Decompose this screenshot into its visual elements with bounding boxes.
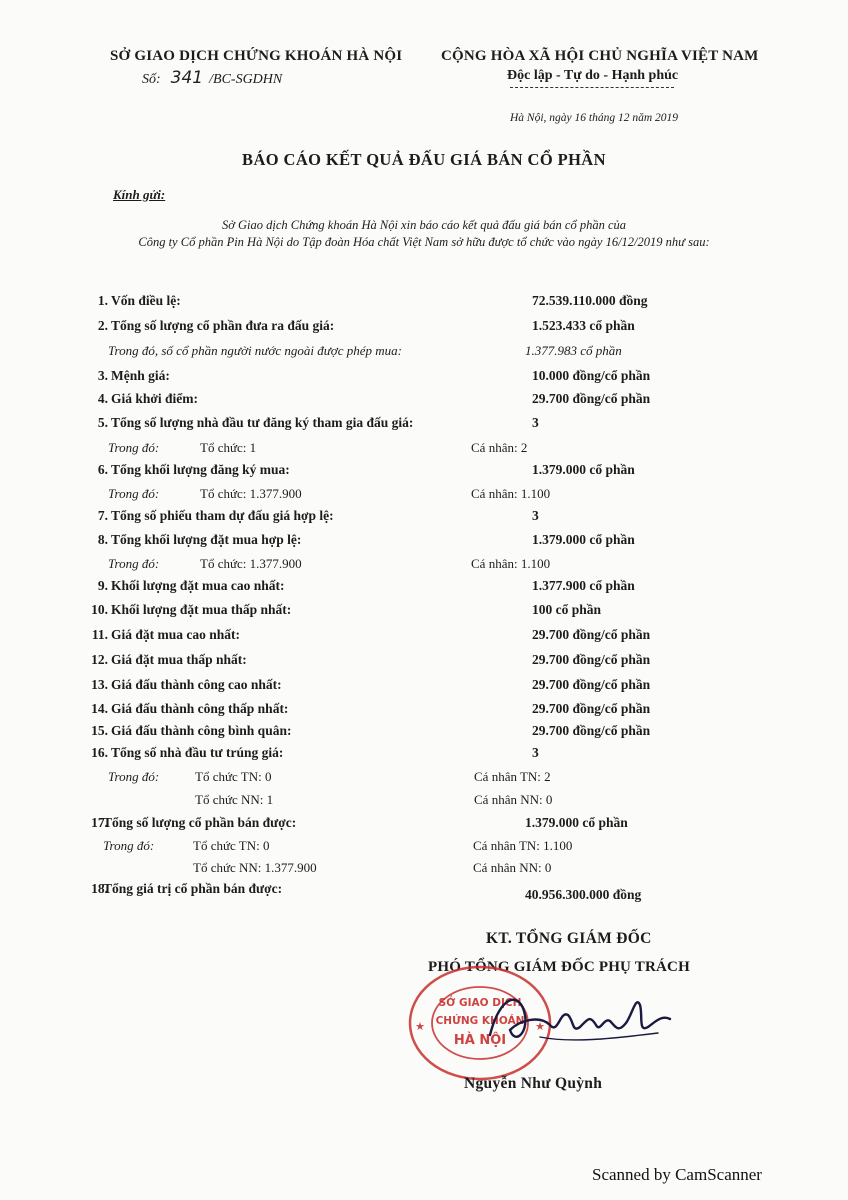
item-subrow bbox=[0, 486, 848, 506]
handwritten-signature bbox=[480, 975, 680, 1065]
item-number: 14. bbox=[91, 701, 108, 716]
item-number: 17. bbox=[91, 815, 108, 830]
item-value: 29.700 đồng/cổ phần bbox=[532, 652, 651, 667]
item-label: Tổng khối lượng đăng ký mua: bbox=[111, 462, 290, 477]
item-number: 3. bbox=[97, 368, 108, 383]
item-subrow bbox=[0, 440, 848, 460]
item-value: 29.700 đồng/cổ phần bbox=[532, 677, 651, 692]
subrow-organization: Tổ chức: 1 bbox=[200, 440, 257, 455]
item-label: Mệnh giá: bbox=[111, 368, 170, 383]
item-row bbox=[0, 602, 848, 622]
item-label: Tổng khối lượng đặt mua hợp lệ: bbox=[111, 532, 302, 547]
item-label: Tổng giá trị cổ phần bán được: bbox=[103, 881, 283, 896]
subrow-individual: Cá nhân NN: 0 bbox=[474, 792, 553, 807]
item-label: Giá đặt mua cao nhất: bbox=[111, 627, 241, 642]
subrow-label: Trong đó: bbox=[108, 440, 160, 455]
item-value: 72.539.110.000 đồng bbox=[532, 293, 648, 308]
item-number: 16. bbox=[91, 745, 108, 760]
item-value: 10.000 đồng/cổ phần bbox=[532, 368, 651, 383]
item-label: Giá đấu thành công bình quân: bbox=[111, 723, 292, 738]
item-row bbox=[0, 815, 848, 835]
issuer-name: SỞ GIAO DỊCH CHỨNG KHOÁN HÀ NỘI bbox=[110, 48, 403, 64]
item-value: 40.956.300.000 đồng bbox=[525, 887, 642, 902]
issue-date: Hà Nội, ngày 16 tháng 12 năm 2019 bbox=[510, 112, 679, 124]
item-value: 3 bbox=[532, 508, 539, 523]
seal-star-right-icon: ★ bbox=[535, 1020, 545, 1033]
subrow-label: Trong đó, số cổ phần người nước ngoài được phép mua: bbox=[108, 343, 403, 358]
doc-number-label: Số: bbox=[142, 72, 161, 87]
country-name: CỘNG HÒA XÃ HỘI CHỦ NGHĨA VIỆT NAM bbox=[441, 48, 759, 64]
item-number: 6. bbox=[97, 462, 108, 477]
item-row bbox=[0, 318, 848, 338]
item-number: 7. bbox=[97, 508, 108, 523]
doc-number-suffix: /BC-SGDHN bbox=[209, 72, 283, 87]
item-label: Tổng số lượng nhà đầu tư đăng ký tham gia đấu giá: bbox=[111, 415, 414, 430]
item-label: Giá đấu thành công thấp nhất: bbox=[111, 701, 289, 716]
item-number: 18. bbox=[91, 881, 108, 896]
item-number: 13. bbox=[91, 677, 108, 692]
signature-subtitle: PHÓ TỔNG GIÁM ĐỐC PHỤ TRÁCH bbox=[428, 959, 690, 975]
item-label: Giá đấu thành công cao nhất: bbox=[111, 677, 282, 692]
item-row bbox=[0, 462, 848, 482]
signature-title: KT. TỔNG GIÁM ĐỐC bbox=[486, 930, 652, 947]
motto-underline bbox=[510, 87, 674, 88]
seal-line-1: SỞ GIAO DỊCH bbox=[438, 997, 522, 1009]
item-value: 1.379.000 cổ phần bbox=[532, 462, 635, 477]
subrow-organization: Tổ chức NN: 1.377.900 bbox=[193, 860, 317, 875]
seal-line-2: CHỨNG KHOÁN bbox=[435, 1015, 525, 1027]
item-value: 29.700 đồng/cổ phần bbox=[532, 391, 651, 406]
document-number bbox=[142, 68, 282, 88]
item-row bbox=[0, 368, 848, 388]
item-value: 1.379.000 cổ phần bbox=[532, 532, 635, 547]
item-label: Khối lượng đặt mua cao nhất: bbox=[111, 578, 285, 593]
item-row bbox=[0, 652, 848, 672]
subrow-organization: Tổ chức TN: 0 bbox=[195, 769, 272, 784]
signer-name: Nguyễn Như Quỳnh bbox=[464, 1075, 603, 1092]
item-label: Vốn điều lệ: bbox=[111, 293, 181, 308]
subrow-individual: Cá nhân TN: 1.100 bbox=[473, 838, 573, 853]
motto: Độc lập - Tự do - Hạnh phúc bbox=[507, 68, 679, 83]
item-number: 11. bbox=[91, 627, 108, 642]
item-number: 5. bbox=[97, 415, 108, 430]
item-subrow bbox=[0, 792, 848, 812]
item-subrow bbox=[0, 860, 848, 880]
item-number: 15. bbox=[91, 723, 108, 738]
item-row bbox=[0, 293, 848, 313]
item-row bbox=[0, 627, 848, 647]
item-label: Khối lượng đặt mua thấp nhất: bbox=[111, 602, 292, 617]
item-subrow bbox=[0, 343, 848, 363]
item-value: 29.700 đồng/cổ phần bbox=[532, 723, 651, 738]
item-row bbox=[0, 508, 848, 528]
item-row bbox=[0, 578, 848, 598]
item-row bbox=[0, 723, 848, 743]
item-row bbox=[0, 881, 848, 901]
item-value: 1.523.433 cổ phần bbox=[532, 318, 635, 333]
subrow-organization: Tổ chức TN: 0 bbox=[193, 838, 270, 853]
subrow-label: Trong đó: bbox=[108, 556, 160, 571]
recipient-label: Kính gửi: bbox=[113, 187, 166, 202]
item-row bbox=[0, 701, 848, 721]
subrow-individual: Cá nhân TN: 2 bbox=[474, 769, 551, 784]
subrow-individual: Cá nhân: 1.100 bbox=[471, 556, 551, 571]
item-label: Tổng số lượng cổ phần đưa ra đấu giá: bbox=[111, 318, 335, 333]
intro-line-2: Công ty Cổ phần Pin Hà Nội do Tập đoàn Hóa chất Việt Nam sở hữu được tổ chức vào ngày 16/12/2019 như sau: bbox=[138, 235, 710, 249]
item-label: Tổng số nhà đầu tư trúng giá: bbox=[111, 745, 284, 760]
item-subrow bbox=[0, 769, 848, 789]
item-subrow bbox=[0, 556, 848, 576]
seal-star-left-icon: ★ bbox=[415, 1020, 425, 1033]
subrow-organization: Tổ chức NN: 1 bbox=[195, 792, 274, 807]
document-title: BÁO CÁO KẾT QUẢ ĐẤU GIÁ BÁN CỔ PHẦN bbox=[242, 150, 606, 169]
item-value: 3 bbox=[532, 415, 539, 430]
item-label: Tổng số lượng cổ phần bán được: bbox=[103, 815, 297, 830]
item-number: 2. bbox=[97, 318, 108, 333]
item-row bbox=[0, 391, 848, 411]
subrow-individual: Cá nhân NN: 0 bbox=[473, 860, 552, 875]
item-row bbox=[0, 532, 848, 552]
item-label: Giá khởi điểm: bbox=[111, 391, 198, 406]
item-row bbox=[0, 415, 848, 435]
subrow-label: Trong đó: bbox=[108, 486, 160, 501]
intro-line-1: Sở Giao dịch Chứng khoán Hà Nội xin báo cáo kết quả đấu giá bán cổ phần của bbox=[221, 218, 627, 232]
subrow-organization: Tổ chức: 1.377.900 bbox=[200, 486, 302, 501]
subrow-label: Trong đó: bbox=[108, 769, 160, 784]
item-label: Giá đặt mua thấp nhất: bbox=[111, 652, 247, 667]
subrow-label: Trong đó: bbox=[103, 838, 155, 853]
item-number: 10. bbox=[91, 602, 108, 617]
item-row bbox=[0, 677, 848, 697]
subrow-individual: Cá nhân: 2 bbox=[471, 440, 528, 455]
subrow-individual: Cá nhân: 1.100 bbox=[471, 486, 551, 501]
item-number: 8. bbox=[97, 532, 108, 547]
item-row bbox=[0, 745, 848, 765]
seal-line-3: HÀ NỘI bbox=[453, 1033, 507, 1048]
scanner-watermark: Scanned by CamScanner bbox=[592, 1165, 762, 1184]
item-value: 1.379.000 cổ phần bbox=[525, 815, 628, 830]
item-number: 12. bbox=[91, 652, 108, 667]
item-value: 1.377.900 cổ phần bbox=[532, 578, 635, 593]
item-number: 4. bbox=[97, 391, 108, 406]
item-number: 9. bbox=[97, 578, 108, 593]
item-value: 100 cổ phần bbox=[532, 602, 602, 617]
subrow-value: 1.377.983 cổ phần bbox=[525, 343, 622, 358]
item-value: 3 bbox=[532, 745, 539, 760]
item-number: 1. bbox=[97, 293, 108, 308]
subrow-organization: Tổ chức: 1.377.900 bbox=[200, 556, 302, 571]
item-value: 29.700 đồng/cổ phần bbox=[532, 627, 651, 642]
item-label: Tổng số phiếu tham dự đấu giá hợp lệ: bbox=[111, 508, 334, 523]
doc-number-value: 341 bbox=[170, 68, 204, 88]
item-subrow bbox=[0, 838, 848, 858]
item-value: 29.700 đồng/cổ phần bbox=[532, 701, 651, 716]
